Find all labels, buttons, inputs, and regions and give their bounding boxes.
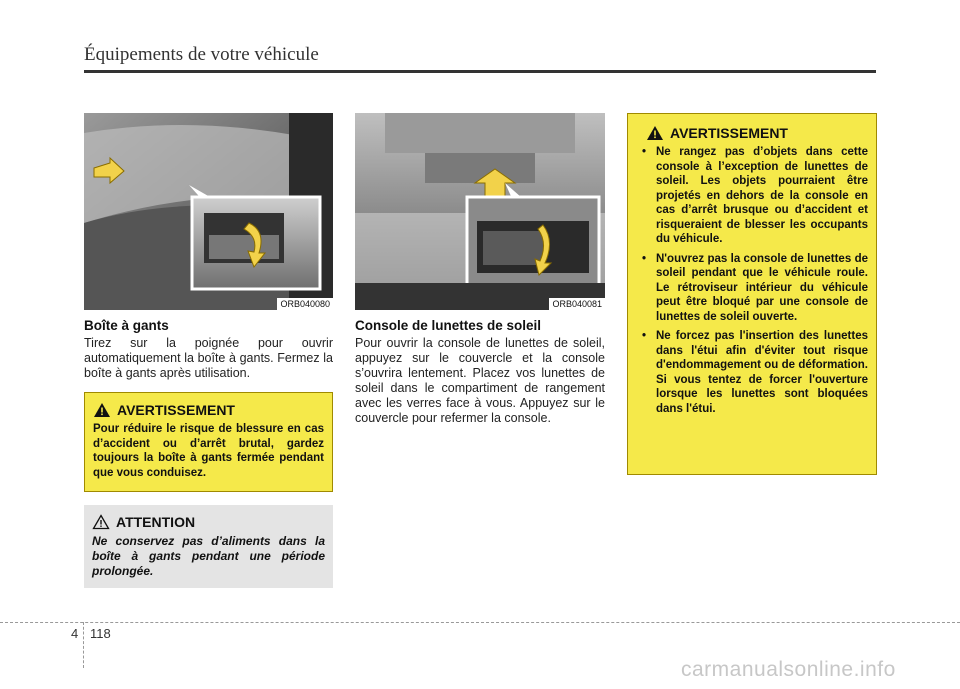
page-header-title: Équipements de votre véhicule: [84, 44, 319, 65]
attention-body: Ne conservez pas d’aliments dans la boîte à gants pendant une période prolongée.: [92, 534, 325, 578]
figure-label: ORB040081: [549, 298, 605, 310]
warning-title: [646, 125, 868, 141]
sunglass-holder-photo: [355, 113, 605, 310]
warning-title-text: AVERTISSEMENT: [670, 125, 788, 141]
sunglass-heading: Console de lunettes de soleil: [355, 318, 542, 333]
glovebox-heading: Boîte à gants: [84, 318, 169, 333]
glovebox-illustration: [84, 113, 333, 310]
sunglass-description: Pour ouvrir la console de lunettes de soleil, appuyez sur le couvercle et la console s’ouvrira lentement. Placez vos lunettes de soleil dans le compartiment de rangement avec les verres face à vous. Appuyez sur le couvercle pour refermer la console.: [355, 336, 605, 425]
warning-triangle-icon: [93, 402, 111, 418]
footer-rule: [0, 622, 960, 623]
warning-list-item: • Ne rangez pas d’objets dans cette console à l’exception de lunettes de soleil. Les objets pourraient être projetés en dehors de la console en cas d’arrêt brusque ou d’accident et risqueraient de blesser les occupants du véhicule.: [636, 145, 868, 247]
glovebox-photo: [84, 113, 333, 310]
glovebox-section: [84, 318, 333, 381]
attention-title: [92, 514, 325, 530]
warning-triangle-icon: [646, 125, 664, 141]
figure-label: ORB040080: [277, 298, 333, 310]
warning-list-item: • Ne forcez pas l'insertion des lunettes dans l'étui afin d'éviter tout risque d'endommagement ou de déformation. Si vous tentez de forcer l'ouverture lorsque les lunettes sont bloquées dans l'étui.: [636, 329, 868, 416]
sunglass-section: [355, 318, 605, 426]
warning-title: [93, 402, 324, 418]
page-number: 118: [90, 626, 111, 641]
sunglass-holder-illustration: [355, 113, 605, 310]
warning-title-text: AVERTISSEMENT: [117, 402, 235, 418]
warning-body: Pour réduire le risque de blessure en cas d’accident ou d’arrêt brutal, gardez toujours la boîte à gants fermée pendant que vous conduisez.: [93, 423, 324, 479]
footer-divider: [83, 622, 84, 668]
warning-list-item: • N'ouvrez pas la console de lunettes de soleil pendant que le véhicule roule. Le rétroviseur intérieur du véhicule peut être bloqué par une console de lunettes de soleil ouverte.: [636, 252, 868, 325]
header-rule: [84, 70, 876, 73]
attention-box: [84, 505, 333, 588]
caution-triangle-icon: [92, 514, 110, 530]
chapter-number: 4: [71, 626, 79, 641]
watermark: carmanualsonline.info: [681, 658, 896, 681]
sunglass-warning-box: [627, 113, 877, 475]
glovebox-warning-box: [84, 392, 333, 492]
attention-title-text: ATTENTION: [116, 514, 196, 530]
glovebox-description: Tirez sur la poignée pour ouvrir automatiquement la boîte à gants. Fermez la boîte à gants après utilisation.: [84, 336, 333, 380]
warning-list: [636, 145, 868, 416]
